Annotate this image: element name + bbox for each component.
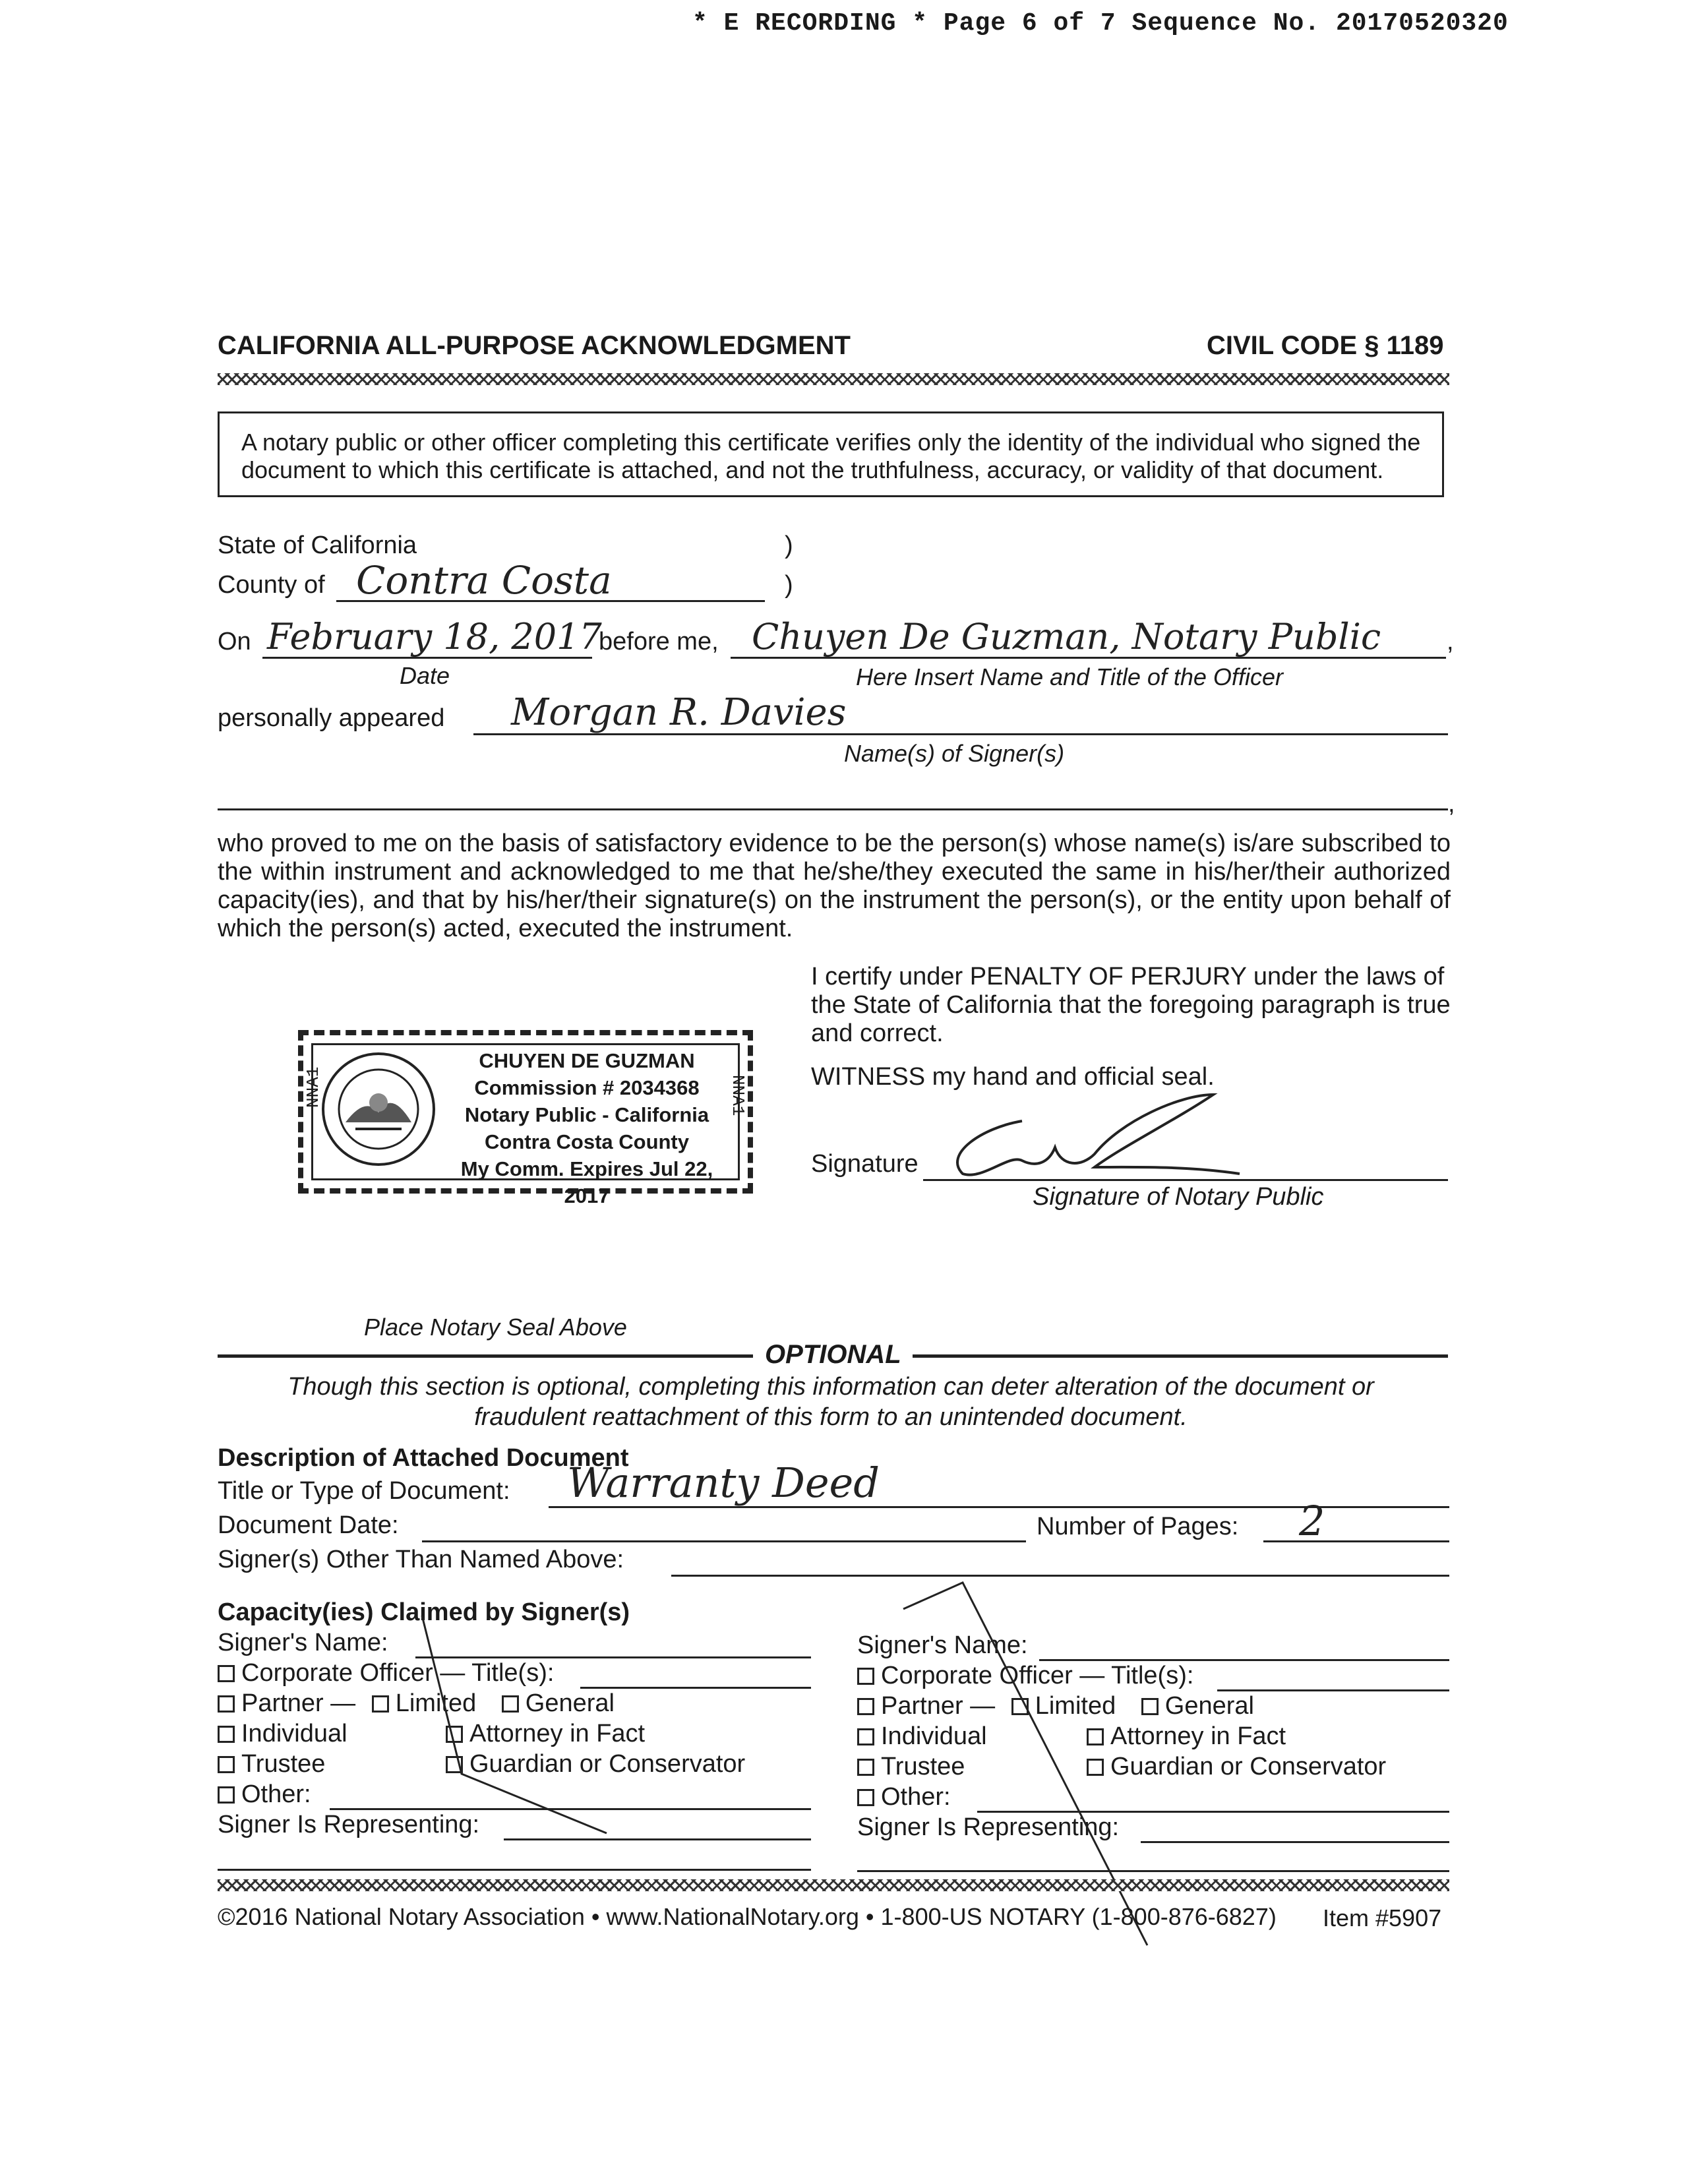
right-representing: Signer Is Representing: <box>857 1813 1120 1841</box>
pages-value[interactable]: 2 <box>1299 1497 1325 1545</box>
date-value[interactable]: February 18, 2017 <box>267 616 602 657</box>
seal-title: Notary Public - California <box>464 1103 709 1126</box>
seal-commission: Commission # 2034368 <box>474 1076 700 1099</box>
right-other-label: Other: <box>881 1783 951 1811</box>
on-label: On <box>218 628 251 655</box>
before-me-label: before me, <box>599 628 719 655</box>
left-general-label: General <box>525 1689 615 1717</box>
left-trustee-label: Trustee <box>241 1750 326 1778</box>
left-limited-label: Limited <box>395 1689 477 1717</box>
right-partner-checkbox[interactable] <box>857 1698 874 1715</box>
bottom-border-pattern <box>218 1879 1449 1891</box>
left-representing-line-2 <box>218 1869 811 1871</box>
right-general-label: General <box>1164 1692 1254 1720</box>
appeared-label: personally appeared <box>218 704 445 732</box>
form-title: CALIFORNIA ALL-PURPOSE ACKNOWLEDGMENT <box>218 331 851 360</box>
civil-code: CIVIL CODE § 1189 <box>1207 331 1444 360</box>
signer-line-2 <box>218 808 1448 810</box>
right-individual-checkbox[interactable] <box>857 1728 874 1745</box>
left-individual-row <box>218 1720 347 1748</box>
recording-header: * E RECORDING * Page 6 of 7 Sequence No. 20170520320 <box>692 9 1509 38</box>
right-signer-name: Signer's Name: <box>857 1631 1028 1659</box>
optional-rule-left <box>218 1354 753 1358</box>
county-value[interactable]: Contra Costa <box>356 558 612 603</box>
comma-2: , <box>1448 790 1455 818</box>
left-trustee-checkbox[interactable] <box>218 1756 235 1773</box>
left-partner-label: Partner — <box>241 1689 356 1717</box>
left-guardian-label: Guardian or Conservator <box>469 1750 746 1778</box>
optional-note: Though this section is optional, completing this information can deter alteration of the document or fraudulent reattachment of this form to an unintended document. <box>287 1373 1374 1431</box>
officer-caption: Here Insert Name and Title of the Officer <box>856 663 1283 690</box>
left-other-label: Other: <box>241 1780 311 1808</box>
pages-line <box>1263 1540 1449 1542</box>
other-signers-label: Signer(s) Other Than Named Above: <box>218 1546 624 1573</box>
left-strike-mark <box>409 1609 620 1846</box>
body-text: who proved to me on the basis of satisfactory evidence to be the person(s) whose name(s) is/are subscribed to the within instrument and acknowledged to me that he/she/they executed the same in his/her/their authorized capacity(ies), and that by his/her/their signature(s) on the instrument the person(s), or the entity upon behalf of which the person(s) acted, executed the instrument. <box>218 830 1451 942</box>
doc-title-value[interactable]: Warranty Deed <box>567 1459 880 1507</box>
left-trustee-row <box>218 1750 325 1778</box>
right-corporate-checkbox[interactable] <box>857 1668 874 1685</box>
left-other-checkbox[interactable] <box>218 1786 235 1804</box>
officer-value[interactable]: Chuyen De Guzman, Notary Public <box>752 616 1381 657</box>
seal-side-code-left: NNA1 <box>303 1066 323 1108</box>
date-caption: Date <box>400 662 450 689</box>
left-individual-label: Individual <box>241 1720 347 1747</box>
seal-county: Contra Costa County <box>485 1130 689 1153</box>
notary-signature-icon <box>923 1081 1253 1180</box>
doc-title-label: Title or Type of Document: <box>218 1477 510 1505</box>
left-corporate-label: Corporate Officer — Title(s): <box>241 1659 555 1687</box>
desc-heading: Description of Attached Document <box>218 1444 629 1472</box>
seal-name: CHUYEN DE GUZMAN <box>479 1049 695 1072</box>
certify-text: I certify under PENALTY OF PERJURY under the laws of the State of California that the foregoing paragraph is true and correct. <box>811 963 1451 1047</box>
right-partner-label: Partner — <box>881 1692 996 1720</box>
right-other-checkbox[interactable] <box>857 1789 874 1806</box>
right-corporate-label: Corporate Officer — Title(s): <box>881 1662 1194 1689</box>
right-individual-label: Individual <box>881 1722 987 1750</box>
optional-heading: OPTIONAL <box>765 1340 901 1369</box>
right-attorney-label: Attorney in Fact <box>1110 1722 1286 1750</box>
footer-item: Item #5907 <box>1323 1904 1442 1931</box>
seal-caption: Place Notary Seal Above <box>364 1314 627 1341</box>
notice-text: A notary public or other officer completing this certificate verifies only the identity of the individual who signed the document to which this certificate is attached, and not the truthfulness, accuracy, or validity of that document. <box>241 429 1421 483</box>
seal-side-code-right: NNA1 <box>728 1075 748 1116</box>
left-individual-checkbox[interactable] <box>218 1726 235 1743</box>
left-limited-checkbox[interactable] <box>372 1695 389 1713</box>
left-partner-checkbox[interactable] <box>218 1695 235 1713</box>
left-attorney-label: Attorney in Fact <box>469 1720 646 1747</box>
left-signer-name: Signer's Name: <box>218 1629 388 1656</box>
seal-text-block <box>435 1047 738 1209</box>
right-trustee-label: Trustee <box>881 1753 965 1780</box>
capacity-heading: Capacity(ies) Claimed by Signer(s) <box>218 1598 630 1626</box>
right-trustee-checkbox[interactable] <box>857 1759 874 1776</box>
state-label: State of California <box>218 531 417 559</box>
left-other-row <box>218 1780 311 1809</box>
comma: , <box>1447 628 1454 655</box>
witness-text: WITNESS my hand and official seal. <box>811 1063 1215 1091</box>
pages-label: Number of Pages: <box>1037 1513 1239 1540</box>
seal-expires: My Comm. Expires Jul 22, 2017 <box>460 1157 713 1207</box>
left-corporate-checkbox[interactable] <box>218 1665 235 1682</box>
signer-value[interactable]: Morgan R. Davies <box>511 691 847 734</box>
doc-date-line <box>422 1540 1026 1542</box>
notary-seal-stamp <box>298 1030 753 1207</box>
right-limited-label: Limited <box>1035 1692 1116 1720</box>
right-guardian-label: Guardian or Conservator <box>1110 1753 1387 1780</box>
signature-caption: Signature of Notary Public <box>1033 1183 1324 1211</box>
footer-copyright: ©2016 National Notary Association • www.NationalNotary.org • 1-800-US NOTARY (1-800-876-6827) <box>218 1903 1277 1930</box>
doc-date-label: Document Date: <box>218 1511 399 1539</box>
paren-1: ) <box>785 531 793 559</box>
top-border-pattern <box>218 373 1449 385</box>
signature-label: Signature <box>811 1150 919 1178</box>
county-label: County of <box>218 571 325 599</box>
california-seal-icon <box>319 1050 438 1168</box>
signer-caption: Name(s) of Signer(s) <box>844 740 1065 767</box>
left-representing: Signer Is Representing: <box>218 1811 480 1838</box>
paren-2: ) <box>785 571 793 599</box>
optional-rule-right <box>913 1354 1448 1358</box>
